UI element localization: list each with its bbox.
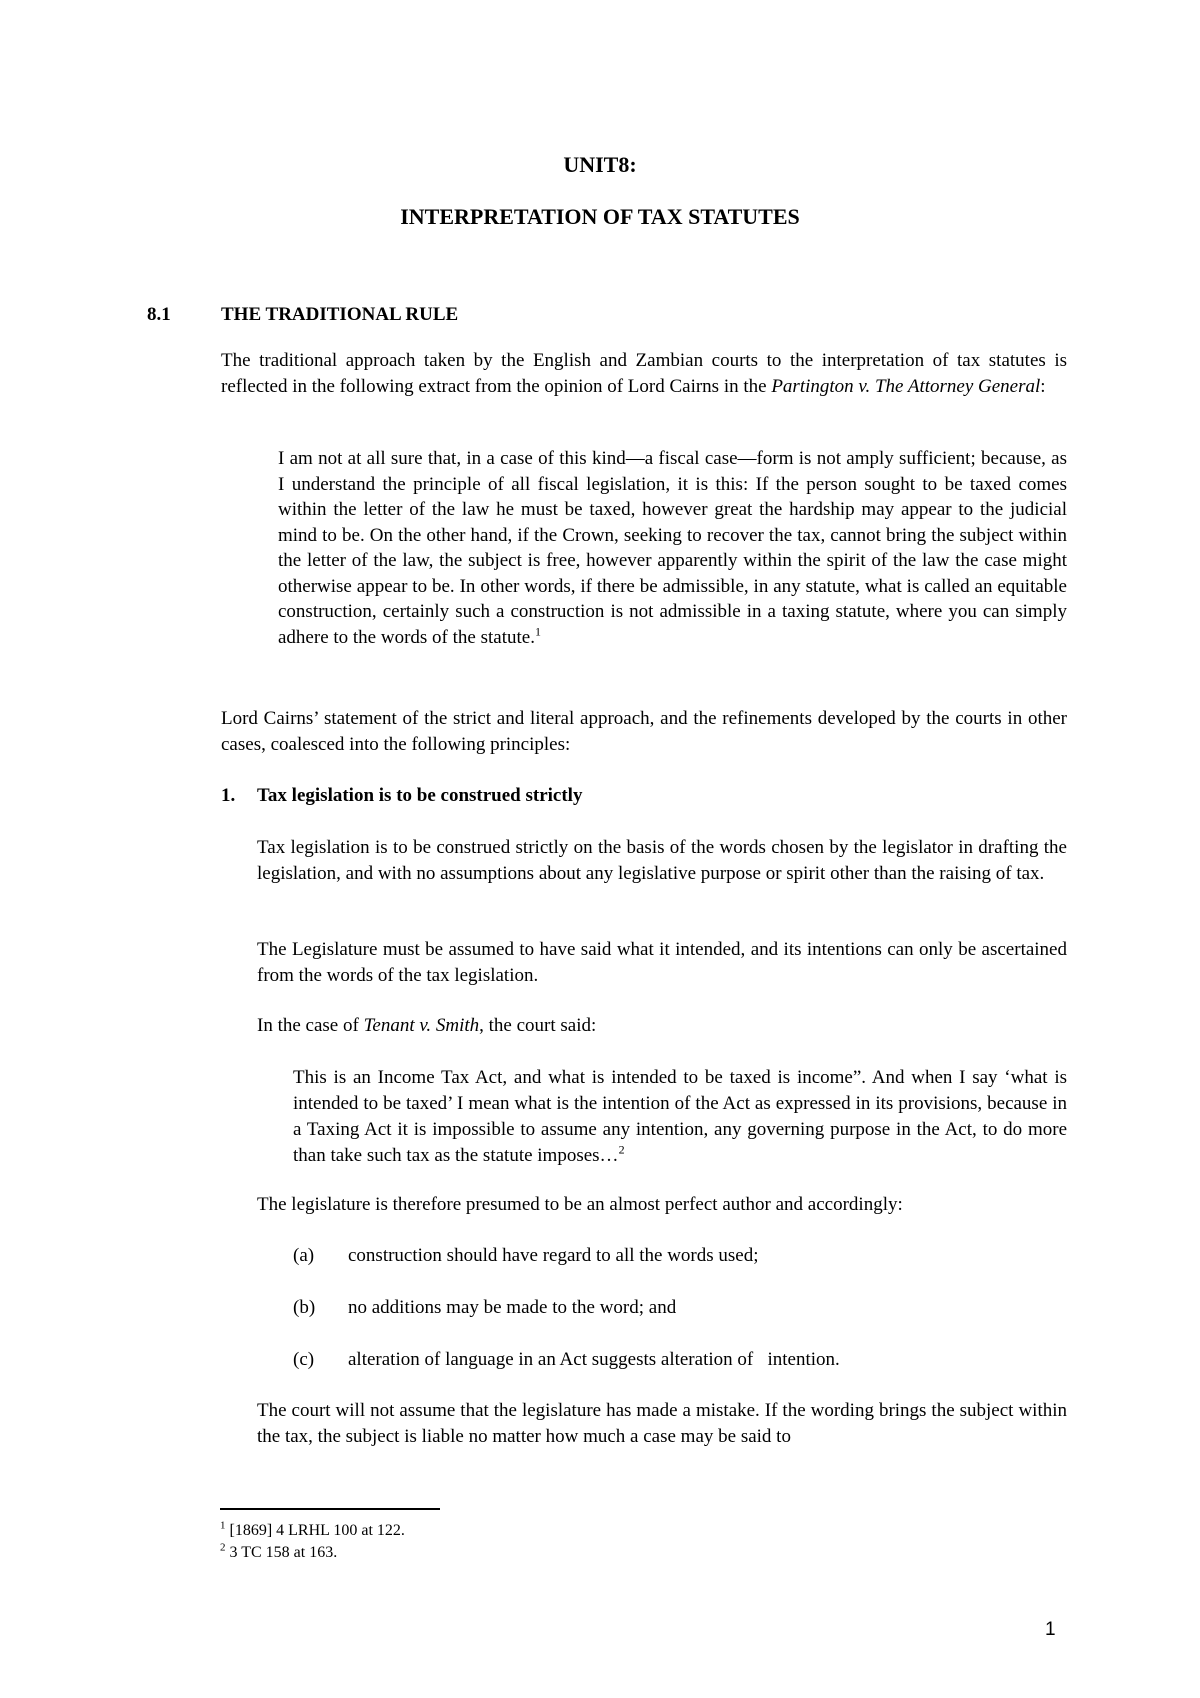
document-title: INTERPRETATION OF TAX STATUTES — [400, 204, 800, 229]
footnote-2 — [220, 1543, 337, 1563]
list-label-b: (b) — [293, 1297, 316, 1318]
section-number: 8.1 — [147, 304, 171, 325]
footnote-1-ref: 1 — [220, 1519, 226, 1532]
footnote-2-text: 3 TC 158 at 163. — [229, 1544, 338, 1561]
principle-number: 1. — [221, 785, 236, 806]
intro-colon: : — [1040, 376, 1046, 397]
closing-text: The court will not assume that the legislature has made a mistake. If the wording brings the subject within the tax, the subject is liable no matter how much a case may be said to — [257, 1400, 1067, 1447]
list-item-b: no additions may be made to the word; and — [348, 1297, 677, 1318]
case-intro-before: In the case of — [257, 1015, 364, 1036]
intro-paragraph — [221, 348, 1067, 400]
quote-tenant — [293, 1065, 1067, 1169]
footnote-ref-1: 1 — [534, 624, 541, 639]
footnote-1-text: [1869] 4 LRHL 100 at 122. — [229, 1522, 405, 1539]
principle-para-1-text: Tax legislation is to be construed strictly on the basis of the words chosen by the legislator in drafting the legislation, and with no assumptions about any legislative purpose or spirit other than the raising of tax. — [257, 837, 1067, 884]
page-number: 1 — [1045, 1619, 1056, 1640]
footnote-ref-2: 2 — [618, 1142, 625, 1157]
principle-para-2-text: The Legislature must be assumed to have said what it intended, and its intentions can only be ascertained from the words of the tax legislation. — [257, 939, 1067, 986]
list-item-c: alteration of language in an Act suggests alteration of intention. — [348, 1349, 840, 1370]
case-intro — [257, 1013, 1067, 1039]
principle-para-2 — [257, 937, 1067, 989]
principle-heading: Tax legislation is to be construed strictly — [257, 785, 583, 806]
intro-text: The traditional approach taken by the English and Zambian courts to the interpretation of tax statutes is reflected in the following extract from the opinion of Lord Cairns in the — [221, 350, 1067, 397]
case-intro-after: , the court said: — [479, 1015, 597, 1036]
closing-paragraph — [257, 1398, 1067, 1450]
summary-paragraph — [221, 706, 1067, 758]
footnote-1 — [220, 1521, 405, 1541]
quote-tenant-text: This is an Income Tax Act, and what is intended to be taxed is income”. And when I say ‘what is intended to be taxed’ I mean what is the intention of the Act as expressed in its provisions, because in a Taxing Act it is impossible to assume any intention, any governing purpose in the Act, to do more than take such tax as the statute imposes… — [293, 1067, 1067, 1166]
summary-text: Lord Cairns’ statement of the strict and literal approach, and the refinements developed by the courts in other cases, coalesced into the following principles: — [221, 708, 1067, 755]
unit-title: UNIT8: — [563, 152, 637, 177]
quote-cairns — [278, 446, 1067, 650]
principle-para-1 — [257, 835, 1067, 887]
presumption-text: The legislature is therefore presumed to be an almost perfect author and accordingly: — [257, 1194, 903, 1215]
footnote-divider — [220, 1508, 440, 1510]
case-partington: Partington v. The Attorney General — [771, 376, 1041, 397]
list-item-a: construction should have regard to all the words used; — [348, 1245, 759, 1266]
quote-cairns-text: I am not at all sure that, in a case of this kind—a fiscal case—form is not amply sufficient; because, as I understand the principle of all fiscal legislation, it is this: If the person sought to be taxed comes within the letter of the law he must be taxed, however great the hardship may appear to the judicial mind to be. On the other hand, if the Crown, seeking to recover the tax, cannot bring the subject within the letter of the law, the subject is free, however apparently within the spirit of the law the case might otherwise appear to be. In other words, if there be admissible, in any statute, what is called an equitable construction, certainly such a construction is not admissible in a taxing statute, where you can simply adhere to the words of the statute. — [278, 448, 1067, 648]
footnote-2-ref: 2 — [220, 1541, 226, 1554]
case-tenant: Tenant v. Smith — [363, 1015, 480, 1036]
list-label-c: (c) — [293, 1349, 315, 1370]
section-heading: THE TRADITIONAL RULE — [221, 304, 459, 325]
presumption-paragraph — [257, 1192, 1067, 1218]
list-label-a: (a) — [293, 1245, 315, 1266]
